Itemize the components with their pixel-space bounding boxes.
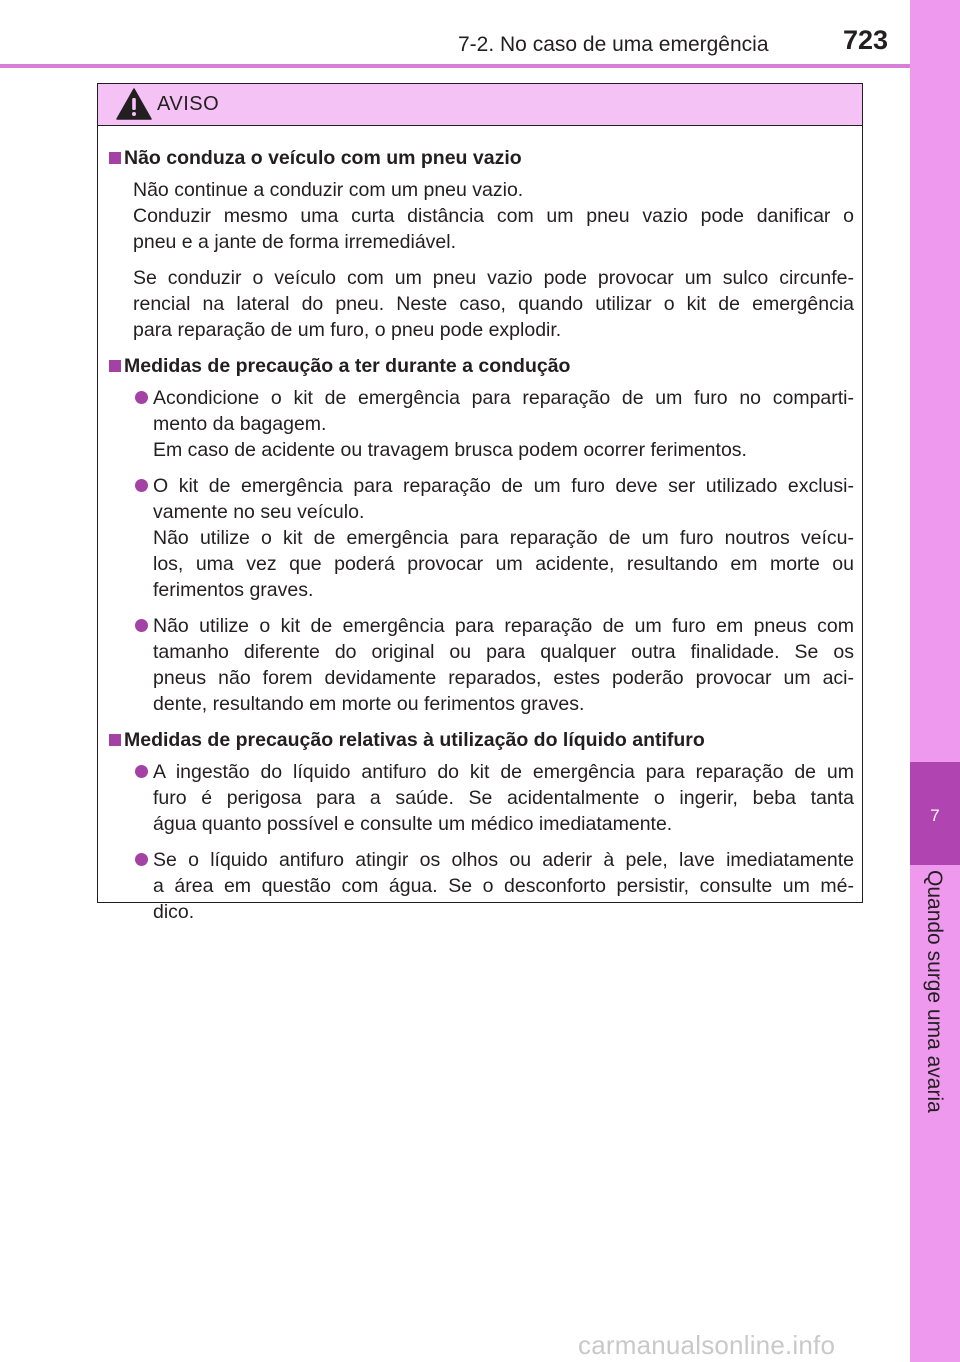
text-line: vamente no seu veículo. <box>153 501 365 523</box>
chapter-side-tab <box>910 0 960 1362</box>
section-title <box>107 353 854 379</box>
warning-triangle-icon <box>116 88 152 120</box>
text-line: mento da bagagem. <box>153 413 327 435</box>
text-line: Não continue a conduzir com um pneu vazio. <box>133 179 524 201</box>
chapter-title: Quando surge uma avaria <box>923 870 946 1113</box>
text-line: Conduzir mesmo uma curta distância com um pneu vazio pode danificar o <box>133 205 854 227</box>
warning-body <box>98 126 862 925</box>
warning-title: AVISO <box>157 93 220 115</box>
square-bullet-icon <box>109 360 121 372</box>
text-line: Em caso de acidente ou travagem brusca podem ocorrer ferimentos. <box>153 439 747 461</box>
text-line: A ingestão do líquido antifuro do kit de emergência para reparação de um <box>153 761 854 783</box>
section-title-text: Medidas de precaução relativas à utilização do líquido antifuro <box>124 729 705 751</box>
bullet-item <box>107 847 854 925</box>
round-bullet-icon <box>135 619 148 632</box>
text-line: Não utilize o kit de emergência para reparação de um furo em pneus com <box>153 615 854 637</box>
text-line: tamanho diferente do original ou para qualquer outra finalidade. Se os <box>153 641 854 663</box>
text-line: para reparação de um furo, o pneu pode explodir. <box>133 319 562 341</box>
text-line: O kit de emergência para reparação de um furo deve ser utilizado exclusi- <box>153 475 854 497</box>
watermark: carmanualsonline.info <box>578 1330 836 1360</box>
chapter-number: 7 <box>930 806 940 825</box>
section-title <box>107 727 854 753</box>
paragraph <box>107 265 854 343</box>
text-line: los, uma vez que poderá provocar um acidente, resultando em morte ou <box>153 553 854 575</box>
section-header: 7-2. No caso de uma emergência <box>458 33 769 56</box>
text-line: Acondicione o kit de emergência para reparação de um furo no comparti- <box>153 387 854 409</box>
header-divider <box>0 64 910 68</box>
square-bullet-icon <box>109 152 121 164</box>
text-line: pneus não forem devidamente reparados, estes poderão provocar um aci- <box>153 667 854 689</box>
round-bullet-icon <box>135 765 148 778</box>
text-line: ferimentos graves. <box>153 579 314 601</box>
text-line: água quanto possível e consulte um médico imediatamente. <box>153 813 673 835</box>
text-line: Se o líquido antifuro atingir os olhos ou aderir à pele, lave imediatamente <box>153 849 854 871</box>
round-bullet-icon <box>135 853 148 866</box>
text-line: dico. <box>153 901 195 923</box>
bullet-item <box>107 385 854 463</box>
text-line: a área em questão com água. Se o desconforto persistir, consulte um mé- <box>153 875 854 897</box>
bullet-item <box>107 759 854 837</box>
bullet-item <box>107 473 854 603</box>
warning-box <box>97 83 863 923</box>
paragraph <box>107 177 854 255</box>
page-number: 723 <box>843 25 889 55</box>
text-line: furo é perigosa para a saúde. Se acidentalmente o ingerir, beba tanta <box>153 787 854 809</box>
text-line: pneu e a jante de forma irremediável. <box>133 231 457 253</box>
text-line: Não utilize o kit de emergência para reparação de um furo noutros veícu- <box>153 527 854 549</box>
section-title-text: Medidas de precaução a ter durante a condução <box>124 355 571 377</box>
section-title <box>107 145 854 171</box>
round-bullet-icon <box>135 479 148 492</box>
text-line: Se conduzir o veículo com um pneu vazio pode provocar um sulco circunfe- <box>133 267 854 289</box>
square-bullet-icon <box>109 734 121 746</box>
text-line: rencial na lateral do pneu. Neste caso, quando utilizar o kit de emergência <box>133 293 854 315</box>
chapter-title-wrap <box>910 870 960 1130</box>
bullet-item <box>107 613 854 717</box>
section-title-text: Não conduza o veículo com um pneu vazio <box>124 147 522 169</box>
text-line: dente, resultando em morte ou ferimentos graves. <box>153 693 585 715</box>
warning-header <box>98 84 862 126</box>
round-bullet-icon <box>135 391 148 404</box>
